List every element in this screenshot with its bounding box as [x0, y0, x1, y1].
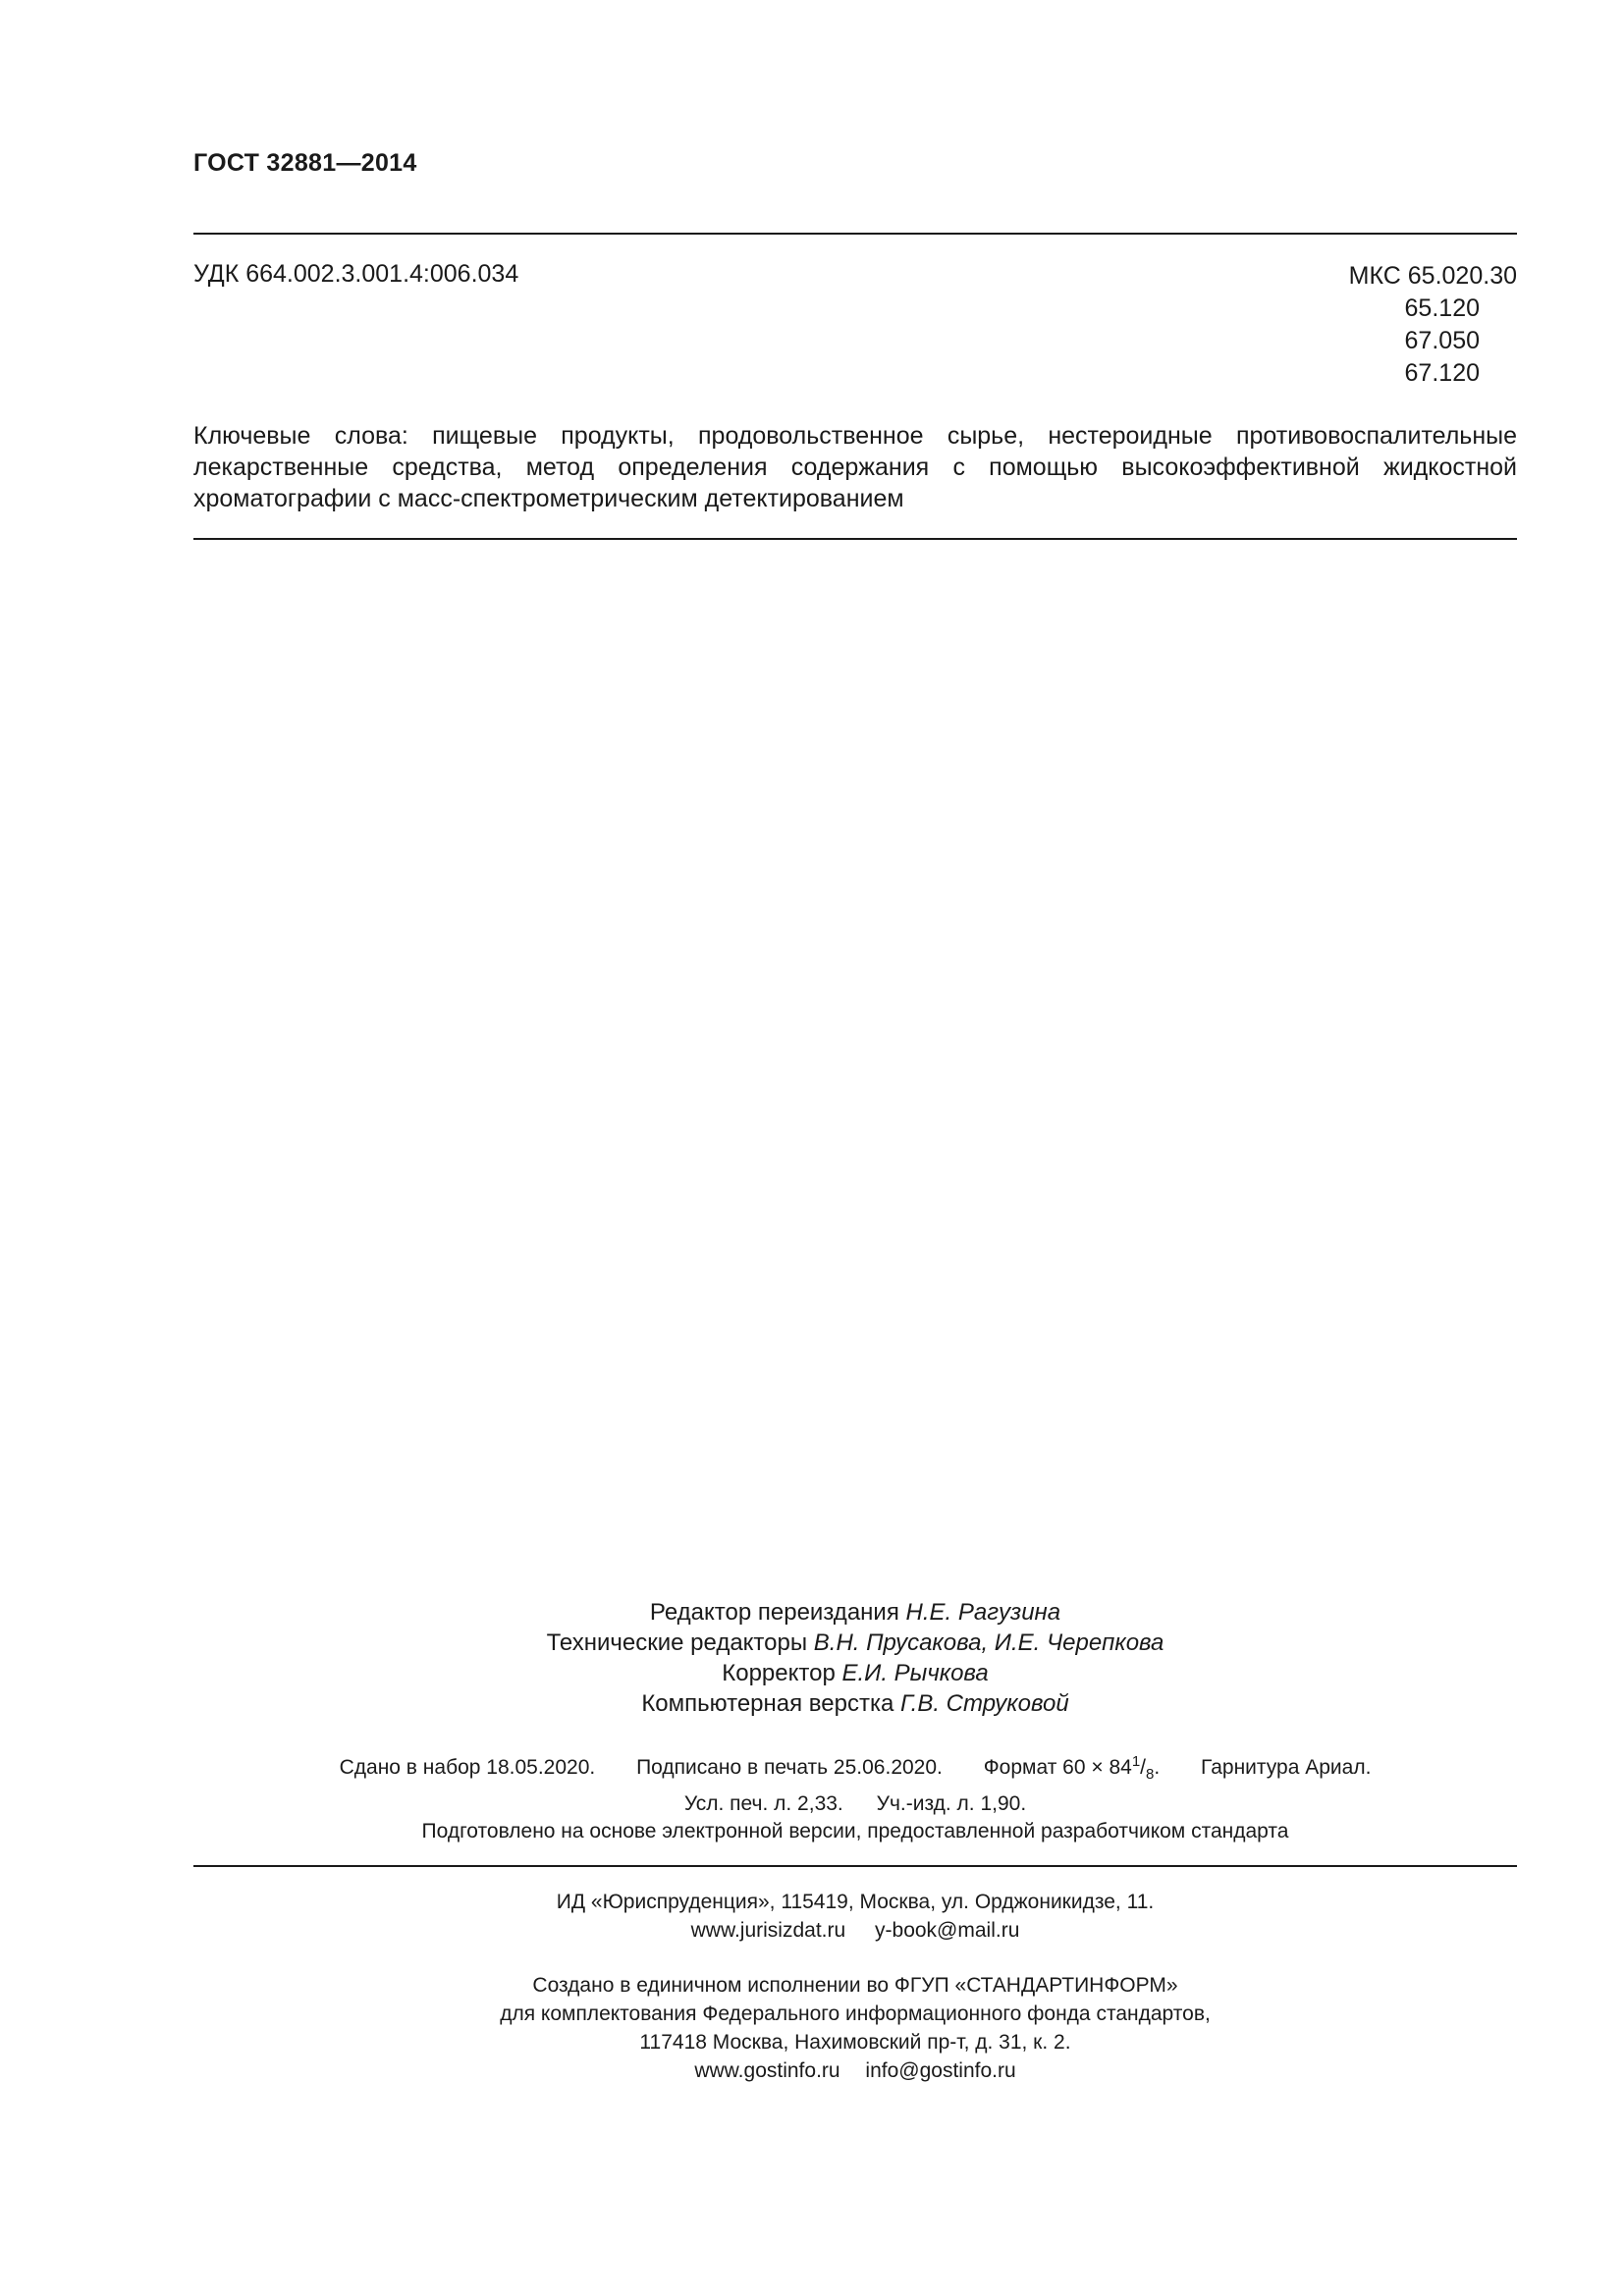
- print-sheets: Усл. печ. л. 2,33.: [683, 1792, 843, 1816]
- signed-text: Подписано в печать 25.06.2020.: [636, 1756, 943, 1779]
- credit-label: Редактор переиздания: [649, 1599, 899, 1626]
- format-suffix: .: [1154, 1756, 1161, 1779]
- created-line: для комплектования Федерального информационного фонда стандартов,: [500, 2002, 1211, 2025]
- publisher-address: ИД «Юриспруденция», 115419, Москва, ул. Орджоникидзе, 11.: [556, 1891, 1155, 1913]
- print-info-row: [193, 1789, 1517, 1819]
- credit-name: Н.Е. Рагузина: [905, 1599, 1061, 1626]
- credit-tech-editors: [193, 1628, 1517, 1658]
- format-numerator: 1: [1131, 1753, 1141, 1770]
- gostinfo-website-link[interactable]: www.gostinfo.ru: [694, 2059, 840, 2082]
- created-line: 117418 Москва, Нахимовский пр-т, д. 31, к. 2.: [639, 2031, 1071, 2054]
- publisher-contacts: [193, 1916, 1517, 1945]
- credit-name: Г.В. Струковой: [900, 1690, 1069, 1717]
- publisher-website-link[interactable]: www.jurisizdat.ru: [690, 1919, 846, 1942]
- format-prefix: Формат 60 × 84: [983, 1756, 1132, 1779]
- created-block: [193, 1971, 1517, 2085]
- mks-code-primary: МКС 65.020.30: [1348, 262, 1517, 290]
- credit-name: В.Н. Прусакова, И.Е. Черепкова: [813, 1629, 1164, 1656]
- standard-number: ГОСТ 32881—2014: [193, 149, 417, 177]
- divider-bottom: [193, 1865, 1517, 1867]
- credit-name: Е.И. Рычкова: [841, 1660, 989, 1686]
- typeface: Гарнитура Ариал.: [1201, 1756, 1372, 1779]
- credit-corrector: [193, 1658, 1517, 1688]
- publisher-block: [193, 1888, 1517, 1945]
- credit-label: Технические редакторы: [546, 1629, 808, 1656]
- gostinfo-email-link[interactable]: info@gostinfo.ru: [865, 2059, 1016, 2082]
- divider-top: [193, 233, 1517, 235]
- mks-code: 67.050: [1404, 327, 1480, 354]
- mks-code: 65.120: [1404, 294, 1480, 322]
- print-info-row: [193, 1747, 1517, 1789]
- credit-label: Компьютерная верстка: [641, 1690, 894, 1717]
- submitted-date: Сдано в набор 18.05.2020.: [339, 1756, 596, 1779]
- format-denominator: 8: [1146, 1766, 1155, 1784]
- credits-block: [193, 1597, 1517, 1719]
- udk-code: УДК 664.002.3.001.4:006.034: [193, 260, 519, 288]
- mks-codes: [1349, 260, 1517, 390]
- prepared-note: Подготовлено на основе электронной версии, предоставленной разработчиком стандарта: [421, 1820, 1289, 1842]
- credit-editor: [193, 1597, 1517, 1628]
- publishing-sheets: Уч.-изд. л. 1,90.: [876, 1792, 1027, 1816]
- paper-format: Формат $60 \times 84^1/_8$.: [983, 1753, 1161, 1784]
- mks-code: 67.120: [1404, 359, 1480, 387]
- credit-label: Корректор: [722, 1660, 836, 1686]
- print-info: [193, 1747, 1517, 1819]
- credit-layout: [193, 1688, 1517, 1719]
- created-line: Создано в единичном исполнении во ФГУП «СТАНДАРТИНФОРМ»: [532, 1974, 1178, 1997]
- signed-date: [636, 1756, 943, 1779]
- publisher-email-link[interactable]: y-book@mail.ru: [875, 1919, 1020, 1942]
- keywords-paragraph: Ключевые слова: пищевые продукты, продовольственное сырье, нестероидные противовоспалительные лекарственные средства, метод определения содержания с помощью высокоэффективной жидкостной хроматографии с масс-спектрометрическим детектированием: [193, 422, 1517, 512]
- created-contacts: [193, 2056, 1517, 2085]
- divider-keywords: [193, 538, 1517, 540]
